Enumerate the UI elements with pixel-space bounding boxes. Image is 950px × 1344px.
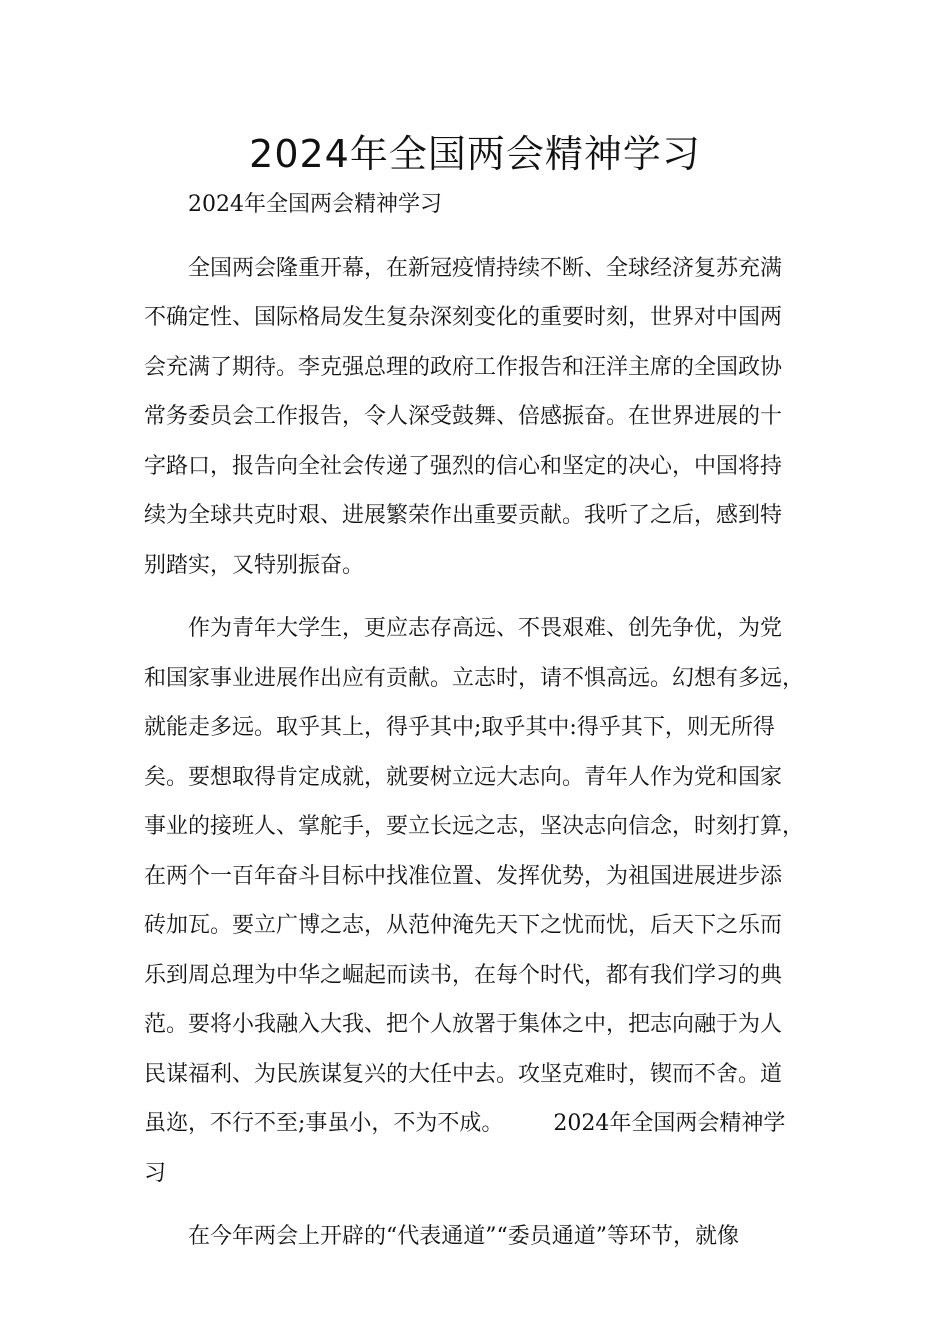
text-line: 就能走多远。取乎其上，得乎其中;取乎其中:得乎其下，则无所得 — [144, 715, 775, 740]
paragraph-2 — [144, 604, 808, 1198]
text-line: 在两个一百年奋斗目标中找准位置、发挥优势，为祖国进展进步添 — [144, 863, 783, 889]
inline-heading: 2024年全国两会精神学 — [553, 1111, 786, 1136]
text-line: 乐到周总理为中华之崛起而读书，在每个时代，都有我们学习的典 — [144, 962, 783, 988]
text-line: 作为青年大学生，更应志存高远、不畏艰难、创先争优，为党 — [188, 616, 783, 641]
text-line: 常务委员会工作报告，令人深受鼓舞、倍感振奋。在世界进展的十 — [144, 404, 783, 429]
text-line: 矣。要想取得肯定成就，就要树立远大志向。青年人作为党和国家 — [144, 764, 783, 790]
text-line: 民谋福利、为民族谋复兴的大任中去。攻坚克难时，锲而不舍。道 — [144, 1061, 783, 1087]
text-line: 全国两会隆重开幕，在新冠疫情持续不断、全球经济复苏充满 — [188, 255, 783, 281]
subtitle-line: 2024年全国两会精神学习 — [188, 192, 442, 217]
paragraph-1 — [144, 244, 808, 591]
text-line: 砖加瓦。要立广博之志，从范仲淹先天下之忧而忧，后天下之乐而 — [144, 913, 783, 938]
text-line: 在今年两会上开辟的“代表通道”“委员通道”等环节，就像 — [188, 1224, 739, 1249]
document-title: 2024年全国两会精神学习 — [249, 132, 701, 176]
inline-heading-continuation: 习 — [144, 1160, 167, 1186]
subtitle-paragraph — [144, 180, 808, 230]
document-body — [144, 180, 808, 1262]
text-line: 范。要将小我融入大我、把个人放署于集体之中，把志向融于为人 — [144, 1012, 783, 1037]
text-line: 会充满了期待。李克强总理的政府工作报告和汪洋主席的全国政协 — [144, 354, 783, 380]
text-line: 事业的接班人、掌舵手，要立长远之志，坚决志向信念，时刻打算， — [144, 814, 805, 839]
text-line-segment: 虽迩，不行不至;事虽小，不为不成。 — [144, 1111, 504, 1136]
paragraph-3 — [144, 1212, 808, 1262]
text-line: 和国家事业进展作出应有贡献。立志时，请不惧高远。幻想有多远， — [144, 665, 805, 691]
text-line: 不确定性、国际格局发生复杂深刻变化的重要时刻，世界对中国两 — [144, 305, 783, 330]
text-line — [144, 1099, 808, 1149]
text-line: 别踏实，又特别振奋。 — [144, 552, 365, 578]
text-line: 字路口，报告向全社会传递了强烈的信心和坚定的决心，中国将持 — [144, 453, 783, 479]
text-line: 续为全球共克时艰、进展繁荣作出重要贡献。我听了之后，感到特 — [144, 503, 783, 528]
